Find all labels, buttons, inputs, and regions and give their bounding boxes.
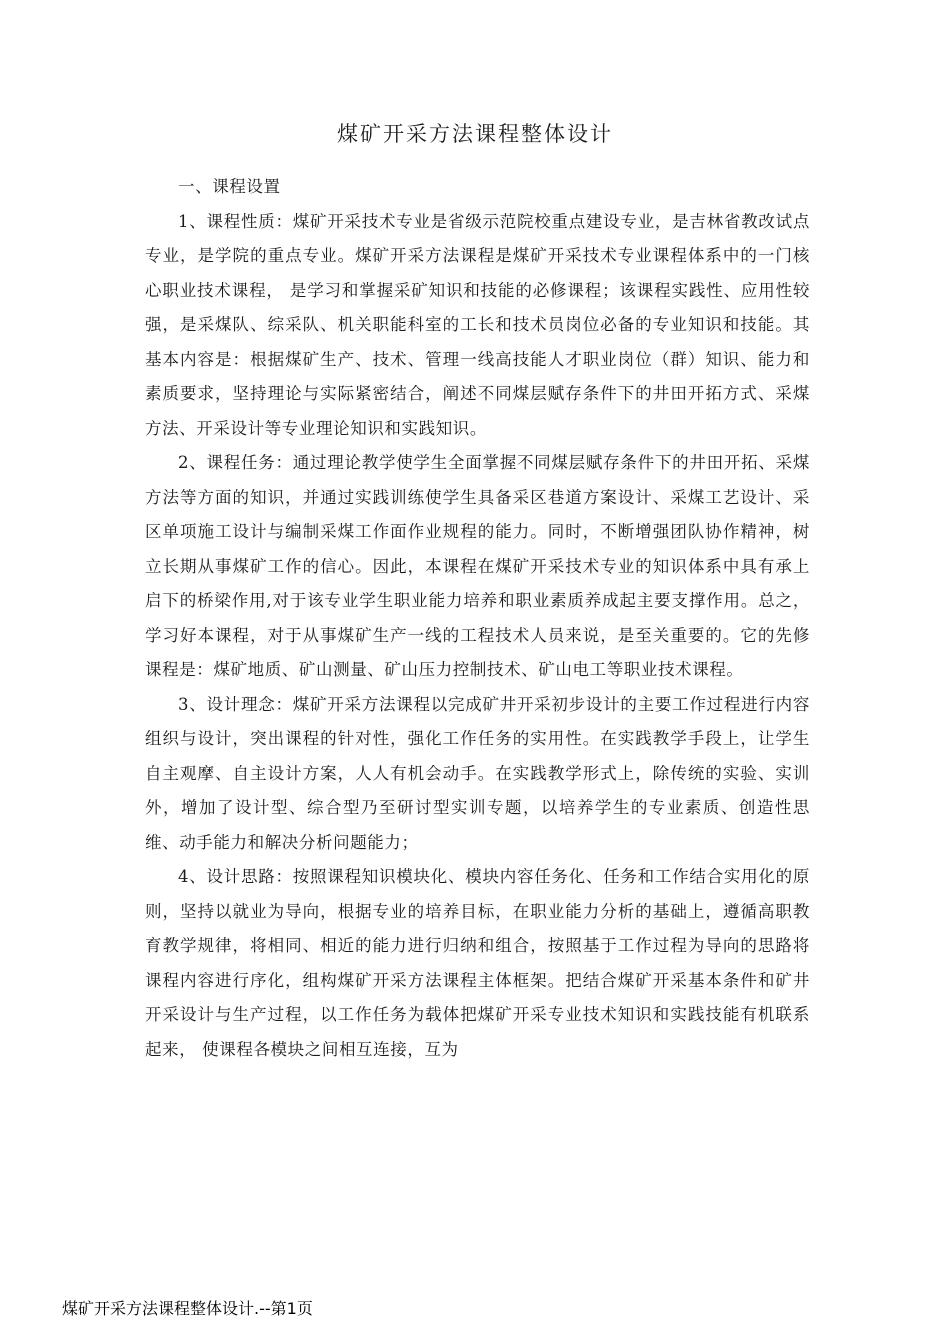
paragraph-course-tasks: 2、课程任务：通过理论教学使学生全面掌握不同煤层赋存条件下的井田开拓、采煤方法等方面的知识，并通过实践训练使学生具备采区巷道方案设计、采煤工艺设计、采区单项施工设计与编制采煤工作面作业规程的能力。同时，不断增强团队协作精神，树立长期从事煤矿工作的信心。因此，本课程在煤矿开采技术专业的知识体系中具有承上启下的桥梁作用,对于该专业学生职业能力培养和职业素质养成起主要支撑作用。总之，学习好本课程，对于从事煤矿生产一线的工程技术人员来说，是至关重要的。它的先修课程是：煤矿地质、矿山测量、矿山压力控制技术、矿山电工等职业技术课程。 [145, 453, 810, 679]
document-body [145, 170, 810, 1067]
document-title: 煤矿开采方法课程整体设计 [337, 122, 613, 146]
page-footer: 煤矿开采方法课程整体设计.--第1页 [62, 1299, 313, 1318]
paragraph-design-approach: 4、设计思路：按照课程知识模块化、模块内容任务化、任务和工作结合实用化的原则，坚持以就业为导向，根据专业的培养目标，在职业能力分析的基础上，遵循高职教育教学规律，将相同、相近的能力进行归纳和组合，按照基于工作过程为导向的思路将课程内容进行序化，组构煤矿开采方法课程主体框架。把结合煤矿开采基本条件和矿井开采设计与生产过程，以工作任务为载体把煤矿开采专业技术知识和实践技能有机联系起来， 使课程各模块之间相互连接，互为 [145, 867, 810, 1059]
paragraph-course-nature: 1、课程性质：煤矿开采技术专业是省级示范院校重点建设专业，是吉林省教改试点专业，是学院的重点专业。煤矿开采方法课程是煤矿开采技术专业课程体系中的一门核心职业技术课程， 是学习和掌握采矿知识和技能的必修课程；该课程实践性、应用性较强，是采煤队、综采队、机关职能科室的工长和技术员岗位必备的专业知识和技能。其基本内容是：根据煤矿生产、技术、管理一线高技能人才职业岗位（群）知识、能力和素质要求，坚持理论与实际紧密结合，阐述不同煤层赋存条件下的井田开拓方式、采煤方法、开采设计等专业理论知识和实践知识。 [145, 211, 810, 438]
section-heading: 一、课程设置 [178, 177, 281, 196]
paragraph-design-concept: 3、设计理念：煤矿开采方法课程以完成矿井开采初步设计的主要工作过程进行内容组织与设计，突出课程的针对性，强化工作任务的实用性。在实践教学手段上，让学生自主观摩、自主设计方案，人人有机会动手。在实践教学形式上，除传统的实验、实训外，增加了设计型、综合型乃至研讨型实训专题，以培养学生的专业素质、创造性思维、动手能力和解决分析问题能力； [145, 694, 810, 852]
